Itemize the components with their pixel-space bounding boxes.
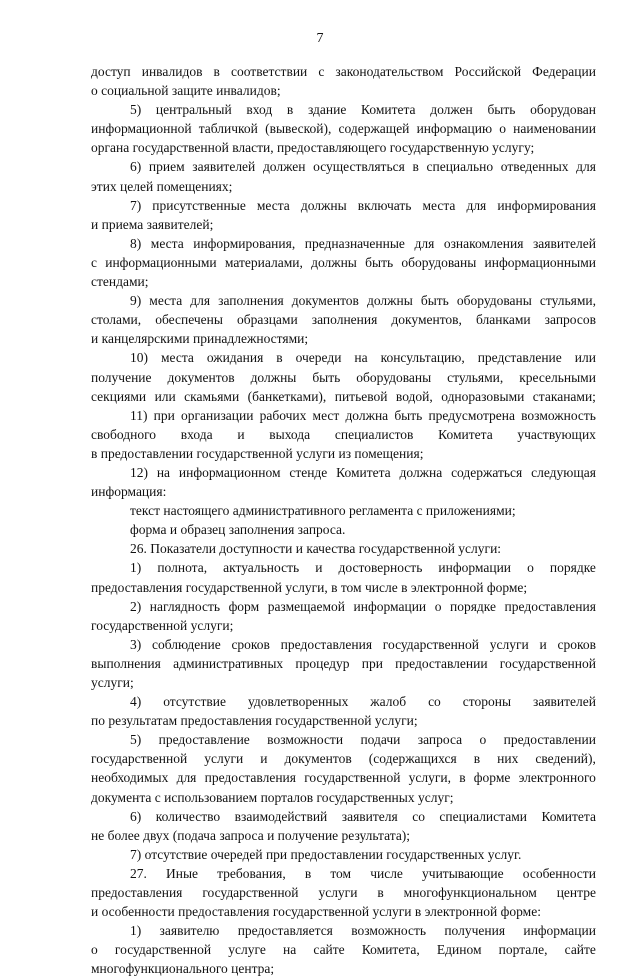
word: отсутствие [163,694,226,710]
word: следующая [531,464,596,480]
text-line: форма и образец заполнения запроса. [130,522,346,538]
word: информирования, [193,235,296,251]
word: секциями [91,388,147,404]
word: размещаемой [267,598,346,614]
word: 5) [130,732,142,748]
word: 7) [130,197,142,213]
text-line [91,749,596,768]
word: форм [228,598,260,614]
word: заполнения [218,293,284,309]
word: предоставление [158,732,250,748]
word: осуществляться [313,159,405,175]
word: в [213,64,220,79]
text-line: и особенности предоставления государственной услуги в электронной форме: [91,904,541,920]
word: требования, [217,865,286,881]
word: Едином [436,942,482,958]
word: Российской [454,64,522,79]
text-line [91,807,596,826]
text-line [91,119,596,138]
word: возможность [351,923,427,939]
word: бланками [476,312,531,328]
word: выхода [269,426,311,442]
word: наглядность [149,598,221,614]
word: должен [262,159,306,175]
word: необходимых [91,770,169,786]
word: том [330,865,352,881]
text-line: текст настоящего административного регламента с приложениями; [130,503,516,519]
text-line [91,348,596,367]
word: для [190,293,211,309]
word: места [422,197,456,213]
word: порядке [549,560,596,576]
word: инвалидов [141,64,203,79]
text-line [91,692,596,711]
word: предусмотрена [428,407,515,423]
text-line: 7) отсутствие очередей при предоставлении государственных услуг. [130,846,522,862]
text-line [91,234,596,253]
word: информации [353,598,427,614]
word: должны [311,254,357,270]
word: особенности [522,865,596,881]
word: свободного [91,426,157,442]
word: 3) [130,636,142,652]
word: должен [430,102,473,118]
word: и [237,426,245,442]
word: числе [370,865,403,881]
word: удовлетворенных [247,694,349,710]
word: места [256,197,290,213]
word: достоверность [338,560,423,576]
word: (вывеской), [265,121,332,137]
word: информации [438,560,512,576]
text-line [91,768,596,787]
word: специалистами [439,808,527,824]
word: документов [284,751,352,767]
text-line: стендами; [91,274,149,290]
word: информационными [484,254,596,270]
word: в [473,751,481,767]
word: о [91,942,98,958]
word: на [354,350,368,366]
word: заявителей [192,159,256,175]
word: возможность [521,407,596,423]
word: для [466,197,487,213]
word: со [428,694,441,710]
word: 12) [130,464,148,480]
word: стульями, [539,293,596,309]
word: портале, [498,942,548,958]
word: стенде [289,464,328,480]
text-line [91,558,596,577]
word: государственной [202,885,299,901]
word: содержаться [451,464,523,480]
text-line [91,940,596,959]
word: должна [345,407,389,423]
word: присутственные [152,197,246,213]
word: здание [307,102,347,118]
word: о [499,121,506,137]
word: запросов [544,312,596,328]
word: заявителей [532,235,596,251]
word: многофункциональном [403,885,537,901]
word: учитывающие [422,865,504,881]
word: о [479,732,487,748]
text-line [91,654,596,673]
word: информации [523,923,596,939]
word: информацию [416,121,493,137]
word: места [160,350,194,366]
word: должны [300,197,347,213]
word: специалистов [334,426,414,442]
word: одноразовыми [441,388,525,404]
word: количество [155,808,221,824]
word: мест [312,407,340,423]
word: предоставлении [395,655,488,671]
word: рабочих [259,407,307,423]
word: включать [357,197,412,213]
word: порядке [449,598,496,614]
word: прием [148,159,185,175]
text-line: и канцелярскими принадлежностями; [91,331,309,347]
word: для [176,770,197,786]
word: 1) [130,560,142,576]
text-line [91,196,596,215]
word: соблюдение [151,636,221,652]
text-line [91,635,596,654]
text-line [91,62,596,81]
word: сроков [231,636,270,652]
word: Комитета [541,808,596,824]
word: предоставления [204,770,296,786]
word: в [276,350,283,366]
word: при [153,407,175,423]
word: оборудованы [456,293,532,309]
word: предназначенные [304,235,405,251]
word: государственной [91,751,188,767]
word: и [539,636,547,652]
word: входа [180,426,213,442]
word: заявителю [159,923,220,939]
word: услуги [489,636,529,652]
word: оборудованы [401,254,477,270]
text-line: услуги; [91,675,134,690]
word: вход [246,102,273,118]
word: заявителя [341,808,398,824]
word: предоставляется [237,923,333,939]
word: возможности [267,732,344,748]
word: оборудован [530,102,596,118]
word: соответствии [230,64,308,79]
word: стаканами; [532,388,596,404]
text-line: в предоставлении государственной услуги из помещения; [91,445,424,461]
word: табличкой [198,121,258,137]
word: сведений), [535,751,596,767]
word: с [91,254,97,270]
text-line [91,730,596,749]
word: Комитета [438,426,493,442]
word: или [574,350,596,366]
word: очереди [295,350,342,366]
word: предоставления [504,598,596,614]
word: получения [444,923,506,939]
word: информационной [91,121,192,137]
word: услуги [204,751,244,767]
word: с [318,64,325,79]
text-line: о социальной защите инвалидов; [91,83,281,99]
word: (содержащихся [368,751,457,767]
word: должна [399,464,443,480]
word: оборудованы [356,369,432,385]
text-line: документа с использованием порталов государственных услуг; [91,789,454,805]
text-line: органа государственной власти, предоставляющего государственную услугу; [91,140,535,156]
word: предоставлении [503,732,596,748]
word: для [414,235,435,251]
word: законодательством [335,64,444,79]
word: сайте [564,942,596,958]
text-line [91,597,596,616]
text-line [91,100,596,119]
text-line [91,425,596,444]
word: доступ [91,64,131,79]
text-line: многофункционального центра; [91,961,275,977]
word: со [412,808,425,824]
word: водой, [395,388,433,404]
word: государственной [114,942,212,958]
text-line [91,883,596,902]
word: получение [91,369,152,385]
word: должны [366,293,413,309]
text-line [91,406,596,425]
word: полнота, [157,560,208,576]
word: услуге [228,942,266,958]
word: подачи [360,732,401,748]
word: кресельными [519,369,596,385]
word: выполнения [91,655,161,671]
word: 9) [130,293,142,309]
text-line: информация: [91,484,167,500]
word: 27. [130,865,147,881]
word: быть [420,293,449,309]
word: представление [477,350,562,366]
word: электронного [518,770,596,786]
word: информационном [178,464,281,480]
word: центральный [155,102,232,118]
word: питьевой [334,388,388,404]
word: сайте [313,942,345,958]
word: центре [556,885,596,901]
text-line [91,368,596,387]
word: государственной [304,770,401,786]
word: на [283,942,297,958]
word: взаимодействий [234,808,328,824]
word: быть [365,254,394,270]
word: Комитета, [361,942,420,958]
word: них [497,751,519,767]
text-line [91,864,596,883]
word: в [304,865,312,881]
word: информирования [497,197,596,213]
word: 4) [130,694,142,710]
word: и [260,751,268,767]
word: быть [312,369,341,385]
text-line: предоставления государственной услуги, в том числе в электронной форме; [91,579,528,595]
word: обеспечены [155,312,223,328]
word: предоставления [280,636,373,652]
word: содержащей [338,121,410,137]
word: места [150,235,184,251]
text-line: 26. Показатели доступности и качества государственной услуги: [130,541,502,557]
word: отведенных [500,159,569,175]
word: заявителей [533,694,596,710]
word: стульями, [447,369,504,385]
word: при [361,655,383,671]
word: участвующих [517,426,596,442]
word: быть [487,102,516,118]
word: документов, [391,312,462,328]
word: (банкетками), [247,388,327,404]
word: о [434,598,442,614]
text-line: по результатам предоставления государственной услуги; [91,713,418,729]
word: ожидания [206,350,264,366]
word: стороны [462,694,512,710]
word: 10) [130,350,148,366]
word: административных [173,655,284,671]
word: информационными [105,254,217,270]
text-line [91,463,596,482]
document-body [91,62,596,979]
text-line [91,387,596,406]
word: государственной [499,655,596,671]
word: жалоб [370,694,407,710]
word: заполнения [311,312,378,328]
word: Комитета [361,102,416,118]
text-line [91,157,596,176]
word: 6) [130,159,142,175]
text-line [91,921,596,940]
word: или [154,388,176,404]
word: документов [167,369,235,385]
word: предоставления [91,885,183,901]
word: процедур [295,655,350,671]
text-line: государственной услуги; [91,617,234,633]
word: и [315,560,323,576]
word: государственной [382,636,480,652]
word: 1) [130,923,142,939]
word: сроков [557,636,596,652]
word: консультацию, [380,350,465,366]
word: места [149,293,183,309]
word: должны [250,369,297,385]
word: столами, [91,312,142,328]
text-line [91,253,596,272]
word: в [412,159,419,175]
word: актуальность [223,560,300,576]
word: Федерации [532,64,596,79]
word: в [286,102,294,118]
word: Комитета [336,464,391,480]
word: в [459,770,466,786]
word: для [576,159,596,175]
text-line: этих целей помещениях; [91,178,233,194]
word: о [527,560,534,576]
word: документов [291,293,359,309]
word: материалами, [224,254,303,270]
text-line: не более двух (подача запроса и получение результата); [91,827,411,843]
word: 11) [130,407,148,423]
word: скамьями [184,388,240,404]
word: 5) [130,102,142,118]
word: в [377,885,384,901]
page-number: 7 [316,31,324,46]
word: 6) [130,808,142,824]
text-line [91,310,596,329]
word: на [156,464,171,480]
word: быть [394,407,423,423]
text-line: и приема заявителей; [91,216,214,232]
word: ознакомления [443,235,524,251]
word: 8) [130,235,142,251]
word: специально [426,159,494,175]
word: услуги [318,885,358,901]
word: Иные [165,865,199,881]
text-line [91,291,596,310]
word: 2) [130,598,142,614]
word: образцами [237,312,298,328]
word: наименовании [513,121,596,137]
word: запроса [417,732,463,748]
word: организации [180,407,254,423]
word: форме [473,770,511,786]
word: услуги, [408,770,451,786]
